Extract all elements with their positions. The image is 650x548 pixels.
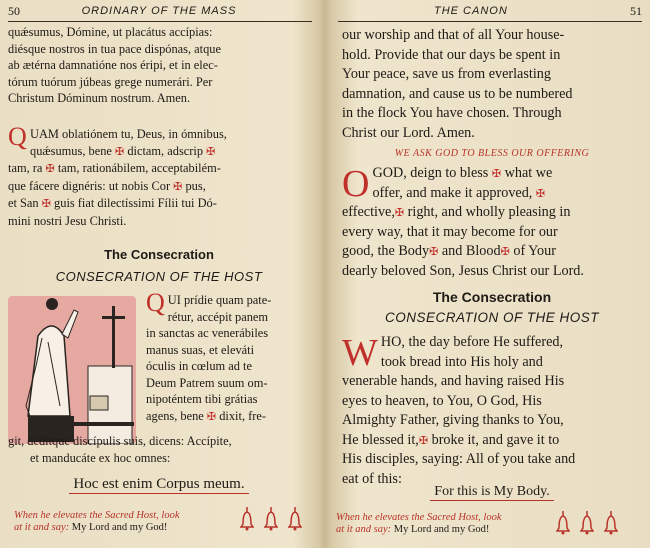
bells-group (556, 510, 618, 536)
drop-cap: O (342, 163, 370, 205)
latin-paragraph-qui (146, 288, 316, 425)
bell-icon (288, 506, 302, 532)
section-subheading: CONSECRATION OF THE HOST (384, 310, 599, 325)
sign-of-cross-icon: ✠ (500, 245, 510, 258)
sign-of-cross-icon: ✠ (418, 433, 429, 447)
consecration-words-text: Hoc est enim Corpus meum. (69, 476, 248, 494)
page-number: 50 (8, 4, 20, 18)
rubric-red: When he elevates the Sacred Host, look (336, 512, 502, 523)
head-rule (338, 21, 642, 22)
sign-of-cross-icon: ✠ (206, 409, 217, 423)
text-line: que fácere dignéris: ut nobis Cor ✠ pus, (8, 178, 206, 193)
text-line: rétur, accépit panem (167, 309, 269, 324)
section-heading: The Consecration (104, 247, 214, 262)
running-head-title: ORDINARY OF THE MASS (81, 5, 237, 17)
text-line: He blessed it,✠ broke it, and gave it to (342, 431, 560, 448)
bell-icon (556, 510, 570, 536)
bells-group (240, 506, 302, 532)
sign-of-cross-icon: ✠ (394, 206, 405, 219)
left-running-head (0, 4, 318, 22)
english-paragraph-o-god (342, 164, 646, 281)
latin-paragraph-1 (8, 24, 316, 107)
rubric-response: My Lord and my God! (393, 524, 490, 535)
text-line: venerable hands, and having raised His (342, 373, 565, 389)
text-line: His disciples, saying: All of you take and (342, 451, 576, 467)
rubric-red: When he elevates the Sacred Host, look (14, 510, 180, 521)
text-line: good, the Body✠ and Blood✠ of Your (342, 243, 556, 259)
text-line: offer, and make it approved, ✠ (372, 184, 546, 201)
right-running-head (334, 4, 650, 22)
text-line: Christum Dóminum nostrum. Amen. (8, 91, 191, 105)
section-heading: The Consecration (432, 289, 552, 305)
drop-cap: W (342, 332, 378, 374)
right-page (334, 0, 650, 548)
sign-of-cross-icon: ✠ (45, 162, 55, 175)
text-line: dearly beloved Son, Jesus Christ our Lord. (342, 262, 584, 279)
sign-of-cross-icon: ✠ (206, 144, 216, 158)
elevation-rubric (14, 510, 244, 534)
text-line: every way, that it may become for our (342, 223, 558, 240)
text-line: effective,✠ right, and wholly pleasing in (342, 204, 571, 220)
text-line: UAM oblatiónem tu, Deus, in ómnibus, (30, 127, 227, 141)
text-line: agens, bene ✠ dixit, fre- (146, 408, 267, 423)
consecration-words (0, 476, 318, 493)
text-line: in the flock You have chosen. Through (342, 105, 562, 121)
text-line: et San ✠ guis fiat dilectíssimi Fílii tui Dó- (8, 196, 217, 210)
text-line: Deum Patrem suum om- (146, 375, 268, 390)
text-line: damnation, and cause us to be numbered (342, 85, 573, 102)
text-line: óculis in cœlum ad te (146, 359, 252, 373)
text-line: mini nostri Jesu Christi. (8, 213, 127, 228)
latin-paragraph-quam (8, 122, 316, 229)
consecration-words (334, 484, 650, 500)
elevation-rubric (336, 512, 556, 536)
text-line: ab ætérna damnatióne nos éripi, et in elec- (8, 58, 218, 72)
section-subheading: CONSECRATION OF THE HOST (55, 269, 263, 284)
rubric-red: at it and say: (336, 524, 392, 535)
priest-icon (8, 296, 136, 444)
text-line: hold. Provide that our days be spent in (342, 46, 561, 63)
bell-icon (580, 510, 594, 536)
text-line: tórum tuórum júbeas grege numerári. Per (8, 74, 213, 89)
head-rule (8, 21, 312, 22)
running-head-title: THE CANON (434, 5, 508, 17)
sign-of-cross-icon: ✠ (429, 245, 439, 258)
left-page (0, 0, 318, 548)
rubric-response: My Lord and my God! (71, 522, 168, 533)
text-line: diésque nostros in tua pace dispónas, atque (8, 41, 222, 56)
text-line: et manducáte ex hoc omnes: (30, 450, 171, 465)
drop-cap: Q (146, 288, 165, 317)
priest-elevation-illustration (8, 296, 136, 444)
drop-cap: Q (8, 122, 27, 151)
sign-of-cross-icon: ✠ (115, 144, 125, 158)
text-line: git, dedítque discípulis suis, dicens: Accípite, (8, 434, 232, 448)
sign-of-cross-icon: ✠ (491, 167, 502, 180)
latin-paragraph-qui-cont (8, 433, 316, 466)
text-line: tam, ra ✠ tam, rationábilem, acceptabilém- (8, 161, 221, 175)
text-line: Your peace, save us from everlasting (342, 66, 551, 82)
text-line: in sanctas ac venerábiles (146, 326, 269, 340)
text-line: took bread into His holy and (380, 353, 543, 370)
text-line: our worship and that of all Your house- (342, 27, 565, 43)
rubric-red: at it and say: (14, 522, 70, 533)
sign-of-cross-icon: ✠ (173, 179, 183, 193)
sign-of-cross-icon: ✠ (535, 186, 546, 200)
text-line: HO, the day before He suffered, (380, 334, 564, 350)
text-line: eyes to heaven, to You, O God, His (342, 392, 542, 409)
text-line: nipoténtem tibi grátias (146, 392, 258, 406)
rubric-heading: WE ASK GOD TO BLESS OUR OFFERING (394, 148, 590, 159)
page-number: 51 (630, 4, 642, 18)
bell-icon (264, 506, 278, 532)
text-line: quǽsumus, bene ✠ dictam, adscrip ✠ (30, 143, 216, 158)
english-paragraph-1 (342, 26, 646, 143)
text-line: manus suas, et eleváti (146, 342, 255, 357)
text-line: quǽsumus, Dómine, ut placátus accípias: (8, 25, 213, 39)
text-line: GOD, deign to bless ✠ what we (372, 165, 553, 181)
bell-icon (240, 506, 254, 532)
text-line: UI prídie quam pate- (167, 293, 272, 307)
sign-of-cross-icon: ✠ (41, 197, 51, 210)
text-line: Christ our Lord. Amen. (342, 124, 475, 141)
consecration-words-text: For this is My Body. (430, 484, 553, 501)
text-line: Almighty Father, giving thanks to You, (342, 412, 564, 428)
english-paragraph-who (342, 333, 646, 489)
bell-icon (604, 510, 618, 536)
text-line: eat of this: (342, 470, 402, 487)
